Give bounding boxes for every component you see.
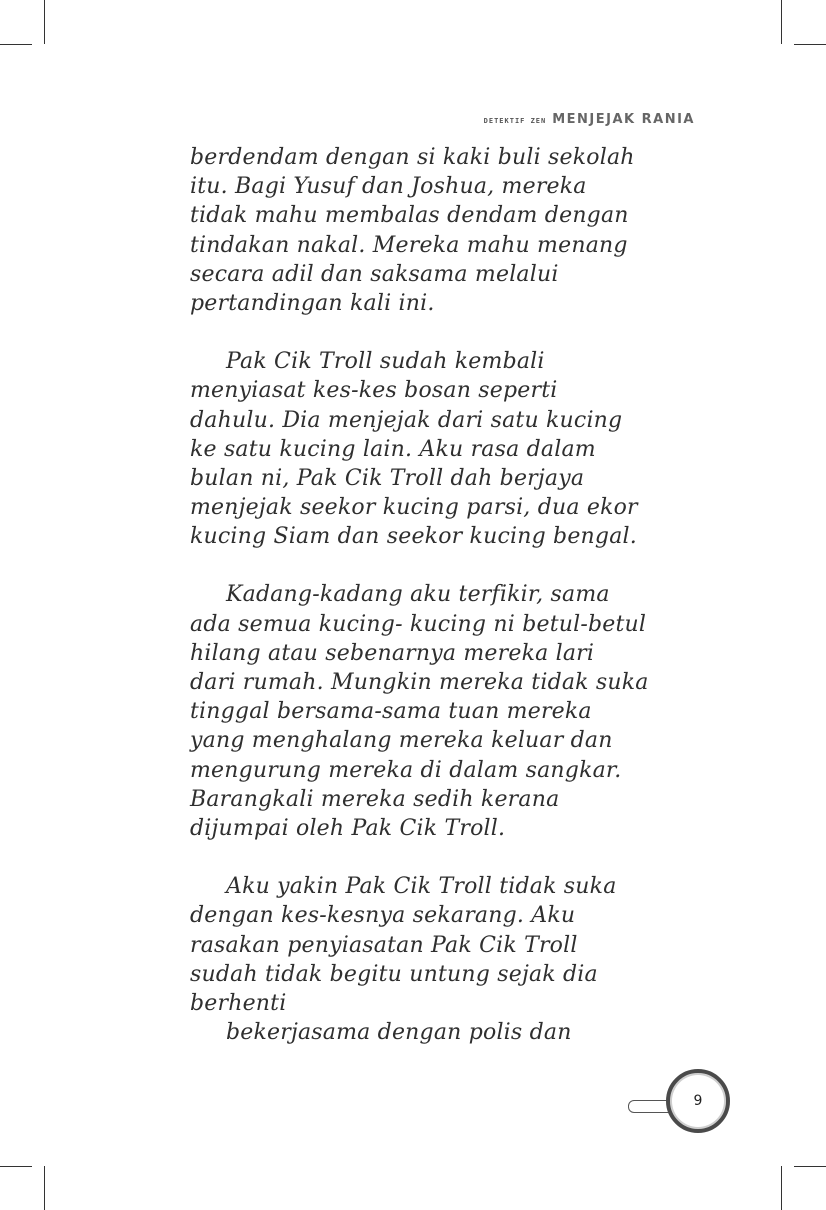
crop-mark-bottom-left-horizontal: [0, 1166, 32, 1167]
crop-mark-bottom-right-horizontal: [794, 1166, 826, 1167]
text-line: menyiasat kes-kes bosan seperti: [190, 378, 558, 404]
paragraph: [190, 580, 670, 843]
text-line: dahulu. Dia menjejak dari satu kucing: [190, 407, 623, 433]
crop-mark-bottom-right-vertical: [781, 1166, 782, 1210]
text-line: berdendam dengan si kaki buli sekolah: [190, 145, 635, 170]
text-line: pertandingan kali ini.: [190, 290, 435, 316]
text-line: Pak Cik Troll sudah kembali: [226, 349, 545, 375]
text-line: bekerjasama dengan polis dan: [226, 1020, 572, 1046]
body-text: [190, 143, 670, 1076]
magnifier-lens-icon: [666, 1069, 730, 1133]
text-line: kucing Siam dan seekor kucing bengal.: [190, 524, 637, 550]
crop-mark-top-right-horizontal: [794, 44, 826, 45]
crop-mark-top-right-vertical: [781, 0, 782, 44]
crop-mark-top-left-vertical: [44, 0, 45, 44]
text-line: dijumpai oleh Pak Cik Troll.: [190, 815, 506, 841]
paragraph: [190, 347, 670, 551]
text-line: secara adil dan saksama melalui: [190, 261, 559, 287]
page-number: 9: [693, 1093, 703, 1109]
text-line: rasakan penyiasatan Pak Cik Troll: [190, 932, 578, 958]
text-line: tidak mahu membalas dendam dengan: [190, 203, 629, 229]
page-number-badge: [628, 1068, 728, 1132]
text-line: mengurung mereka di dalam sangkar.: [190, 757, 622, 783]
text-line: itu. Bagi Yusuf dan Joshua, mereka: [190, 174, 587, 200]
text-line: Kadang-kadang aku terfikir, sama: [226, 582, 610, 608]
crop-mark-top-left-horizontal: [0, 44, 32, 45]
text-line: Aku yakin Pak Cik Troll tidak suka: [226, 874, 617, 900]
text-line: bulan ni, Pak Cik Troll dah berjaya: [190, 465, 585, 491]
running-header: [484, 112, 695, 127]
book-title: MENJEJAK RANIA: [552, 112, 695, 127]
text-line: ke satu kucing lain. Aku rasa dalam: [190, 436, 596, 462]
text-line: tinggal bersama-sama tuan mereka: [190, 699, 592, 725]
paragraph: [190, 143, 670, 318]
text-line: yang menghalang mereka keluar dan: [190, 728, 613, 754]
text-line: hilang atau sebenarnya mereka lari: [190, 640, 595, 666]
text-line: dari rumah. Mungkin mereka tidak suka: [190, 670, 649, 695]
text-line: dengan kes-kesnya sekarang. Aku: [190, 903, 576, 929]
text-line: menjejak seekor kucing parsi, dua ekor: [190, 495, 638, 521]
text-line: tindakan nakal. Mereka mahu menang: [190, 232, 628, 258]
crop-mark-bottom-left-vertical: [44, 1166, 45, 1210]
series-name: DETEKTIF ZEN: [483, 117, 547, 125]
text-line: berhenti: [190, 990, 287, 1016]
text-line: sudah tidak begitu untung sejak dia: [190, 961, 598, 987]
text-line: Barangkali mereka sedih kerana: [190, 786, 560, 812]
paragraph: [190, 872, 670, 1047]
text-line: ada semua kucing- kucing ni betul-betul: [190, 611, 647, 637]
